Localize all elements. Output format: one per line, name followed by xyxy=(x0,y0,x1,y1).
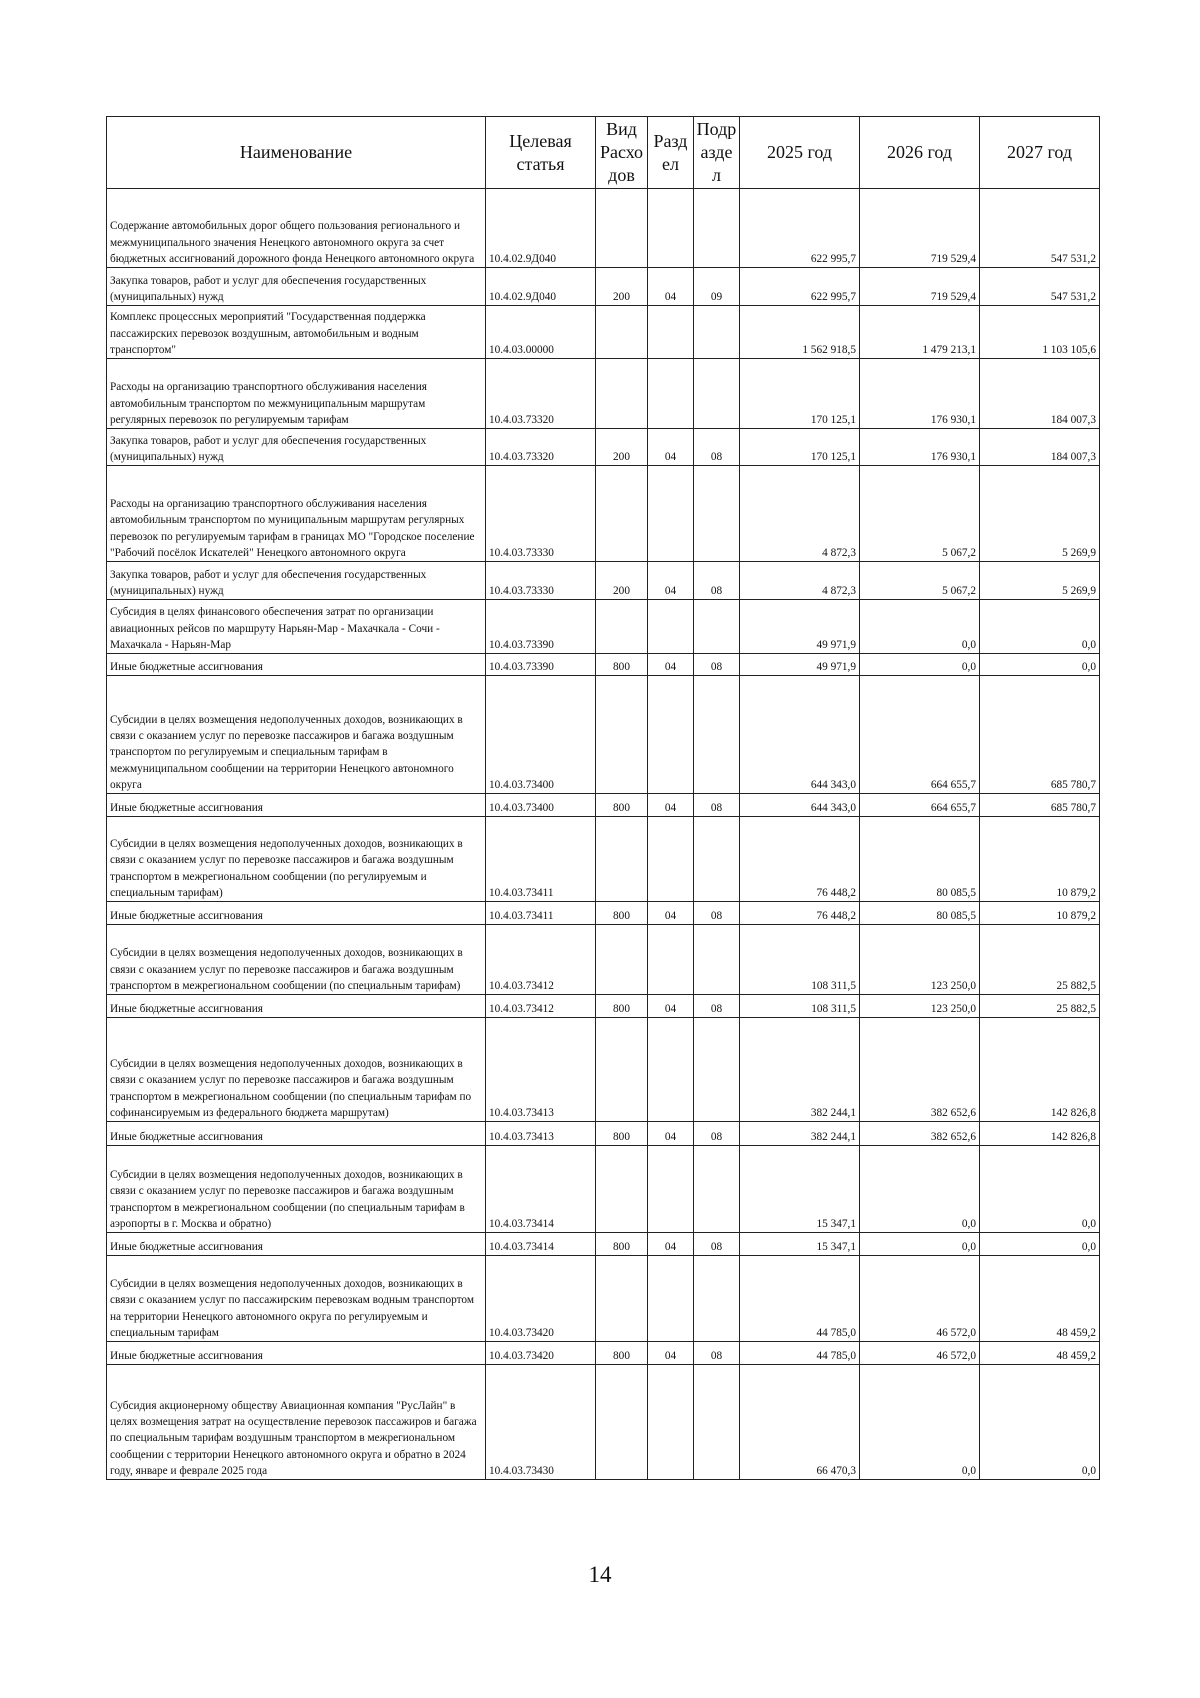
table-cell-article: 10.4.03.73330 xyxy=(486,562,596,600)
header-2025: 2025 год xyxy=(740,117,860,189)
table-cell-subsection xyxy=(694,817,740,902)
table-cell-2025: 44 785,0 xyxy=(740,1342,860,1365)
table-cell-2027: 10 879,2 xyxy=(980,817,1100,902)
table-row xyxy=(107,1018,1100,1122)
table-header xyxy=(107,117,1100,189)
table-cell-expense-type: 800 xyxy=(596,902,648,925)
table-cell-2026: 176 930,1 xyxy=(860,359,980,429)
table-cell-2027: 0,0 xyxy=(980,654,1100,676)
table-cell-expense-type xyxy=(596,306,648,359)
table-cell-expense-type: 800 xyxy=(596,995,648,1018)
table-cell-2027: 5 269,9 xyxy=(980,466,1100,562)
table-cell-name: Субсидии в целях возмещения недополученных доходов, возникающих в связи с оказанием услуг по перевозке пассажиров и багажа воздушным транспортом в межрегиональном сообщении (по специальным тарифам по софинансируемым из федерального бюджета маршрутам) xyxy=(107,1018,486,1122)
table-row xyxy=(107,1122,1100,1146)
table-cell-subsection xyxy=(694,1146,740,1233)
table-cell-2027: 1 103 105,6 xyxy=(980,306,1100,359)
table-cell-article: 10.4.03.73400 xyxy=(486,676,596,794)
table-cell-2026: 382 652,6 xyxy=(860,1018,980,1122)
table-cell-2026: 0,0 xyxy=(860,1146,980,1233)
table-cell-expense-type xyxy=(596,817,648,902)
table-cell-section: 04 xyxy=(648,429,694,466)
table-cell-subsection xyxy=(694,1365,740,1480)
table-cell-article: 10.4.03.73320 xyxy=(486,429,596,466)
table-cell-section: 04 xyxy=(648,995,694,1018)
table-cell-2025: 108 311,5 xyxy=(740,995,860,1018)
table-cell-2025: 1 562 918,5 xyxy=(740,306,860,359)
table-cell-article: 10.4.03.73411 xyxy=(486,817,596,902)
table-cell-subsection xyxy=(694,1256,740,1342)
table-cell-subsection: 08 xyxy=(694,995,740,1018)
table-cell-subsection xyxy=(694,676,740,794)
table-cell-subsection xyxy=(694,600,740,654)
table-cell-section xyxy=(648,1146,694,1233)
table-cell-name: Субсидии в целях возмещения недополученных доходов, возникающих в связи с оказанием услуг по перевозке пассажиров и багажа воздушным транспортом в межрегиональном сообщении (по регулируемым и специальным тарифам) xyxy=(107,817,486,902)
table-cell-2027: 0,0 xyxy=(980,600,1100,654)
table-cell-section: 04 xyxy=(648,654,694,676)
table-cell-subsection: 08 xyxy=(694,1122,740,1146)
table-row xyxy=(107,1365,1100,1480)
table-cell-article: 10.4.03.73330 xyxy=(486,466,596,562)
table-cell-2025: 622 995,7 xyxy=(740,268,860,306)
table-cell-name: Иные бюджетные ассигнования xyxy=(107,794,486,817)
table-row xyxy=(107,995,1100,1018)
table-cell-section xyxy=(648,817,694,902)
table-cell-article: 10.4.03.73413 xyxy=(486,1122,596,1146)
table-cell-expense-type xyxy=(596,189,648,268)
table-cell-name: Иные бюджетные ассигнования xyxy=(107,654,486,676)
table-cell-2025: 644 343,0 xyxy=(740,676,860,794)
table-cell-subsection: 09 xyxy=(694,268,740,306)
table-cell-2026: 176 930,1 xyxy=(860,429,980,466)
table-cell-name: Расходы на организацию транспортного обслуживания населения автомобильным транспортом по межмуниципальным маршрутам регулярных перевозок по регулируемым тарифам xyxy=(107,359,486,429)
table-cell-2027: 48 459,2 xyxy=(980,1342,1100,1365)
table-cell-section: 04 xyxy=(648,268,694,306)
table-cell-subsection: 08 xyxy=(694,429,740,466)
table-cell-article: 10.4.03.73430 xyxy=(486,1365,596,1480)
table-cell-subsection xyxy=(694,925,740,995)
table-cell-2026: 46 572,0 xyxy=(860,1256,980,1342)
table-cell-2027: 0,0 xyxy=(980,1365,1100,1480)
table-cell-section: 04 xyxy=(648,1122,694,1146)
table-cell-2025: 49 971,9 xyxy=(740,654,860,676)
table-cell-section xyxy=(648,1365,694,1480)
table-cell-article: 10.4.03.73420 xyxy=(486,1256,596,1342)
table-cell-name: Иные бюджетные ассигнования xyxy=(107,995,486,1018)
table-row xyxy=(107,268,1100,306)
table-row xyxy=(107,676,1100,794)
table-cell-section xyxy=(648,359,694,429)
header-article: Целевая статья xyxy=(486,117,596,189)
table-cell-name: Иные бюджетные ассигнования xyxy=(107,1122,486,1146)
table-cell-article: 10.4.03.73420 xyxy=(486,1342,596,1365)
table-cell-expense-type xyxy=(596,925,648,995)
table-cell-section xyxy=(648,676,694,794)
table-cell-2025: 644 343,0 xyxy=(740,794,860,817)
table-cell-expense-type xyxy=(596,600,648,654)
table-cell-name: Содержание автомобильных дорог общего пользования регионального и межмуниципального значения Ненецкого автономного округа за счет бюджетных ассигнований дорожного фонда Ненецкого автономного округа xyxy=(107,189,486,268)
table-cell-2025: 15 347,1 xyxy=(740,1146,860,1233)
table-cell-2026: 80 085,5 xyxy=(860,902,980,925)
table-cell-2027: 184 007,3 xyxy=(980,359,1100,429)
table-cell-name: Иные бюджетные ассигнования xyxy=(107,1342,486,1365)
table-cell-article: 10.4.03.73390 xyxy=(486,600,596,654)
table-cell-2025: 66 470,3 xyxy=(740,1365,860,1480)
table-cell-2026: 123 250,0 xyxy=(860,925,980,995)
table-cell-section: 04 xyxy=(648,794,694,817)
table-cell-2027: 685 780,7 xyxy=(980,794,1100,817)
table-cell-subsection: 08 xyxy=(694,794,740,817)
header-expense-type: Вид Расхо дов xyxy=(596,117,648,189)
table-cell-subsection: 08 xyxy=(694,562,740,600)
table-cell-section: 04 xyxy=(648,1342,694,1365)
table-cell-section xyxy=(648,189,694,268)
table-cell-expense-type xyxy=(596,1365,648,1480)
table-cell-expense-type xyxy=(596,466,648,562)
table-cell-expense-type: 800 xyxy=(596,1122,648,1146)
table-cell-2026: 719 529,4 xyxy=(860,268,980,306)
page-number: 14 xyxy=(588,1562,612,1587)
table-cell-name: Комплекс процессных мероприятий "Государственная поддержка пассажирских перевозок воздушным, автомобильным и водным транспортом" xyxy=(107,306,486,359)
table-cell-expense-type: 200 xyxy=(596,562,648,600)
table-cell-expense-type: 800 xyxy=(596,1342,648,1365)
table-cell-2027: 48 459,2 xyxy=(980,1256,1100,1342)
header-row xyxy=(107,117,1100,189)
table-cell-section: 04 xyxy=(648,902,694,925)
table-row xyxy=(107,1146,1100,1233)
table-cell-expense-type: 800 xyxy=(596,654,648,676)
table-row xyxy=(107,654,1100,676)
table-cell-2025: 44 785,0 xyxy=(740,1256,860,1342)
table-cell-article: 10.4.03.00000 xyxy=(486,306,596,359)
header-name: Наименование xyxy=(107,117,486,189)
table-row xyxy=(107,306,1100,359)
table-cell-subsection xyxy=(694,1018,740,1122)
table-cell-article: 10.4.03.73411 xyxy=(486,902,596,925)
table-cell-name: Субсидия в целях финансового обеспечения затрат по организации авиационных рейсов по маршруту Нарьян-Мар - Махачкала - Сочи - Махачкала - Нарьян-Мар xyxy=(107,600,486,654)
table-cell-name: Расходы на организацию транспортного обслуживания населения автомобильным транспортом по муниципальным маршрутам регулярных перевозок по регулируемым тарифам в границах МО "Городское поселение "Рабочий посёлок Искателей" Ненецкого автономного округа xyxy=(107,466,486,562)
table-cell-section xyxy=(648,306,694,359)
table-cell-2027: 0,0 xyxy=(980,1233,1100,1256)
table-cell-2026: 46 572,0 xyxy=(860,1342,980,1365)
table-cell-2027: 547 531,2 xyxy=(980,189,1100,268)
table-cell-2025: 15 347,1 xyxy=(740,1233,860,1256)
table-cell-article: 10.4.03.73414 xyxy=(486,1233,596,1256)
table-cell-2025: 4 872,3 xyxy=(740,562,860,600)
table-cell-article: 10.4.03.73414 xyxy=(486,1146,596,1233)
table-cell-2026: 80 085,5 xyxy=(860,817,980,902)
table-cell-2025: 382 244,1 xyxy=(740,1122,860,1146)
table-cell-2025: 4 872,3 xyxy=(740,466,860,562)
table-cell-2027: 547 531,2 xyxy=(980,268,1100,306)
table-cell-2027: 184 007,3 xyxy=(980,429,1100,466)
table-cell-article: 10.4.03.73320 xyxy=(486,359,596,429)
table-row xyxy=(107,1233,1100,1256)
budget-table xyxy=(106,116,1100,1480)
table-cell-name: Субсидия акционерному обществу Авиационная компания "РусЛайн" в целях возмещения затрат на осуществление перевозок пассажиров и багажа по специальным тарифам воздушным транспортом в межрегиональном сообщении с территории Ненецкого автономного округа и обратно в 2024 году, январе и феврале 2025 года xyxy=(107,1365,486,1480)
header-subsection: Подр азде л xyxy=(694,117,740,189)
table-cell-2027: 685 780,7 xyxy=(980,676,1100,794)
table-cell-subsection xyxy=(694,189,740,268)
table-row xyxy=(107,925,1100,995)
table-cell-2026: 0,0 xyxy=(860,654,980,676)
table-cell-subsection: 08 xyxy=(694,1342,740,1365)
table-cell-expense-type xyxy=(596,1146,648,1233)
table-row xyxy=(107,1342,1100,1365)
table-cell-2026: 664 655,7 xyxy=(860,676,980,794)
table-cell-subsection: 08 xyxy=(694,1233,740,1256)
header-2027: 2027 год xyxy=(980,117,1100,189)
table-cell-2026: 123 250,0 xyxy=(860,995,980,1018)
table-row xyxy=(107,1256,1100,1342)
table-cell-subsection xyxy=(694,306,740,359)
table-cell-2026: 1 479 213,1 xyxy=(860,306,980,359)
table-cell-article: 10.4.03.73413 xyxy=(486,1018,596,1122)
table-cell-2025: 108 311,5 xyxy=(740,925,860,995)
table-cell-name: Иные бюджетные ассигнования xyxy=(107,1233,486,1256)
table-cell-expense-type: 800 xyxy=(596,1233,648,1256)
table-cell-section: 04 xyxy=(648,562,694,600)
table-cell-2025: 170 125,1 xyxy=(740,429,860,466)
table-cell-2025: 76 448,2 xyxy=(740,817,860,902)
table-cell-2026: 5 067,2 xyxy=(860,466,980,562)
table-cell-2027: 142 826,8 xyxy=(980,1018,1100,1122)
table-row xyxy=(107,600,1100,654)
table-cell-name: Закупка товаров, работ и услуг для обеспечения государственных (муниципальных) нужд xyxy=(107,562,486,600)
table-cell-section xyxy=(648,1018,694,1122)
table-row xyxy=(107,359,1100,429)
table-cell-article: 10.4.03.73400 xyxy=(486,794,596,817)
table-cell-2025: 382 244,1 xyxy=(740,1018,860,1122)
header-section: Разд ел xyxy=(648,117,694,189)
table-cell-subsection: 08 xyxy=(694,654,740,676)
table-cell-subsection: 08 xyxy=(694,902,740,925)
table-cell-2026: 382 652,6 xyxy=(860,1122,980,1146)
table-cell-name: Субсидии в целях возмещения недополученных доходов, возникающих в связи с оказанием услуг по перевозке пассажиров и багажа воздушным транспортом по регулируемым и специальным тарифам в межмуниципальном сообщении на территории Ненецкого автономного округа xyxy=(107,676,486,794)
table-cell-2025: 49 971,9 xyxy=(740,600,860,654)
table-cell-article: 10.4.03.73412 xyxy=(486,995,596,1018)
table-cell-expense-type xyxy=(596,1018,648,1122)
table-cell-name: Иные бюджетные ассигнования xyxy=(107,902,486,925)
table-cell-2026: 0,0 xyxy=(860,1365,980,1480)
table-cell-2025: 170 125,1 xyxy=(740,359,860,429)
table-row xyxy=(107,562,1100,600)
table-cell-expense-type: 200 xyxy=(596,429,648,466)
table-row xyxy=(107,189,1100,268)
table-cell-section xyxy=(648,600,694,654)
table-cell-2027: 142 826,8 xyxy=(980,1122,1100,1146)
table-cell-expense-type xyxy=(596,1256,648,1342)
table-body xyxy=(107,189,1100,1480)
table-row xyxy=(107,794,1100,817)
table-cell-name: Субсидии в целях возмещения недополученных доходов, возникающих в связи с оказанием услуг по перевозке пассажиров и багажа воздушным транспортом в межрегиональном сообщении (по специальным тарифам) xyxy=(107,925,486,995)
table-cell-name: Субсидии в целях возмещения недополученных доходов, возникающих в связи с оказанием услуг по пассажирским перевозкам водным транспортом на территории Ненецкого автономного округа по регулируемым и специальным тарифам xyxy=(107,1256,486,1342)
table-cell-2026: 0,0 xyxy=(860,1233,980,1256)
table-cell-2027: 0,0 xyxy=(980,1146,1100,1233)
table-cell-2027: 25 882,5 xyxy=(980,995,1100,1018)
table-cell-expense-type xyxy=(596,676,648,794)
table-cell-section xyxy=(648,925,694,995)
table-cell-2027: 25 882,5 xyxy=(980,925,1100,995)
table-cell-2027: 10 879,2 xyxy=(980,902,1100,925)
table-cell-name: Закупка товаров, работ и услуг для обеспечения государственных (муниципальных) нужд xyxy=(107,429,486,466)
table-row xyxy=(107,429,1100,466)
table-cell-name: Закупка товаров, работ и услуг для обеспечения государственных (муниципальных) нужд xyxy=(107,268,486,306)
table-cell-subsection xyxy=(694,466,740,562)
table-cell-subsection xyxy=(694,359,740,429)
table-cell-2027: 5 269,9 xyxy=(980,562,1100,600)
table-cell-section xyxy=(648,466,694,562)
table-row xyxy=(107,466,1100,562)
table-cell-section xyxy=(648,1256,694,1342)
table-cell-2026: 0,0 xyxy=(860,600,980,654)
table-cell-article: 10.4.03.73390 xyxy=(486,654,596,676)
table-cell-expense-type: 200 xyxy=(596,268,648,306)
table-cell-article: 10.4.03.73412 xyxy=(486,925,596,995)
table-cell-2026: 664 655,7 xyxy=(860,794,980,817)
table-cell-2026: 5 067,2 xyxy=(860,562,980,600)
table-cell-section: 04 xyxy=(648,1233,694,1256)
table-cell-2026: 719 529,4 xyxy=(860,189,980,268)
table-cell-article: 10.4.02.9Д040 xyxy=(486,189,596,268)
table-row xyxy=(107,817,1100,902)
table-cell-article: 10.4.02.9Д040 xyxy=(486,268,596,306)
table-cell-name: Субсидии в целях возмещения недополученных доходов, возникающих в связи с оказанием услуг по перевозке пассажиров и багажа воздушным транспортом в межрегиональном сообщении (по специальным тарифам в аэропорты в г. Москва и обратно) xyxy=(107,1146,486,1233)
table-row xyxy=(107,902,1100,925)
table-cell-2025: 622 995,7 xyxy=(740,189,860,268)
table-cell-expense-type xyxy=(596,359,648,429)
header-2026: 2026 год xyxy=(860,117,980,189)
table-cell-2025: 76 448,2 xyxy=(740,902,860,925)
table-cell-expense-type: 800 xyxy=(596,794,648,817)
